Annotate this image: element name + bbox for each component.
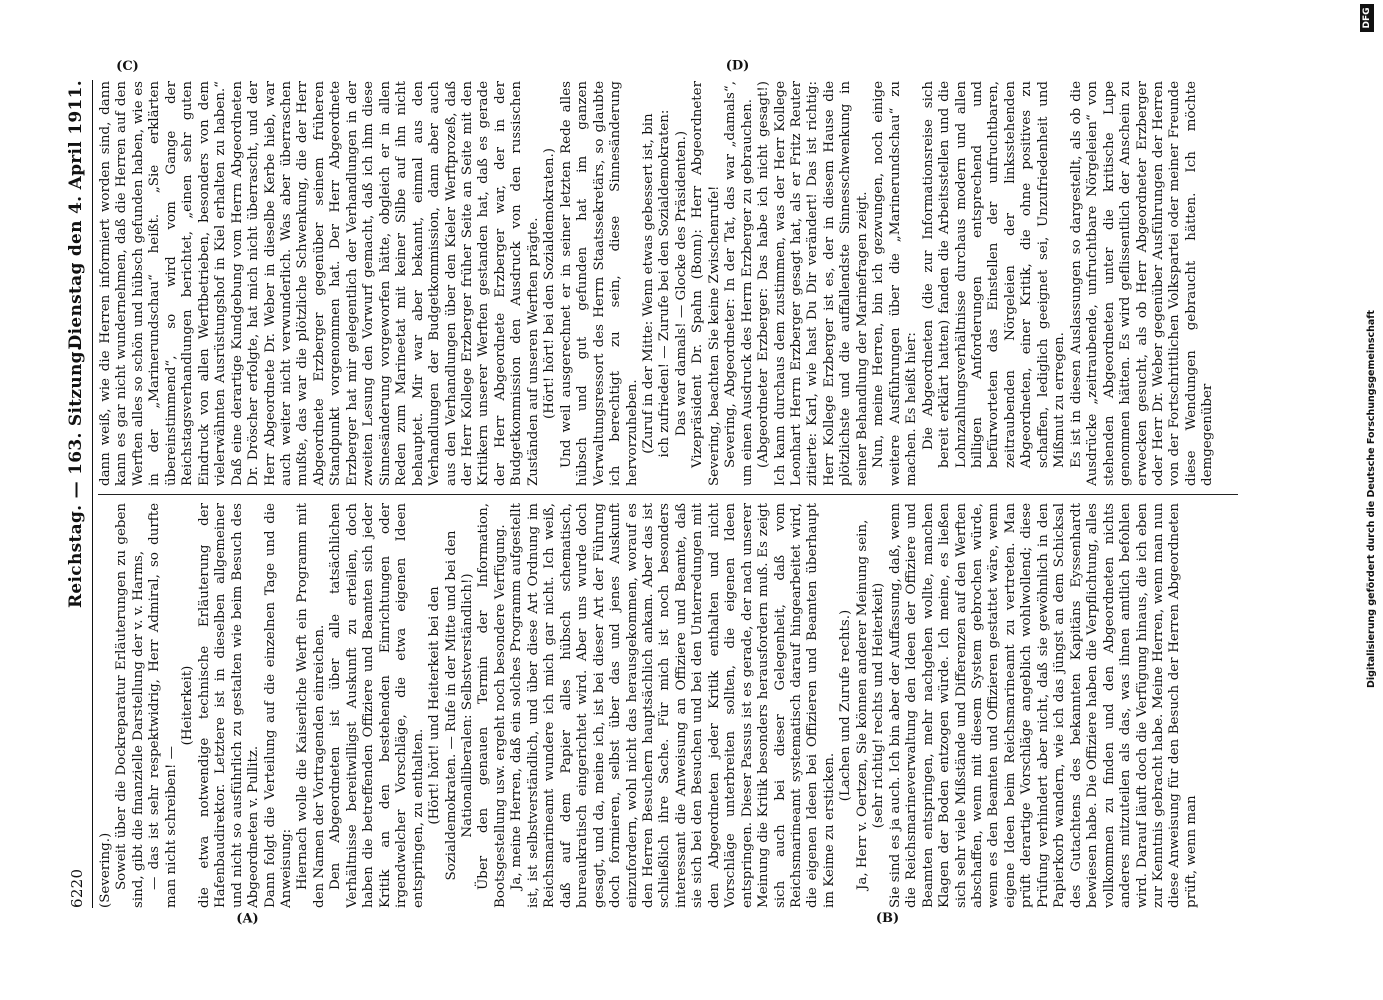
paragraph: Und weil ausgerechnet er in seiner letzten Rede alles hübsch und gut gefunden hat im ganzen Verwaltungsressort des Herrn Staatssekretärs, so glaubte ich berechtigt zu sein, diese Sinnesänderung hervorzuheben. bbox=[558, 81, 640, 486]
page-header bbox=[66, 80, 93, 908]
paragraph: Vizepräsident Dr. Spahn (Bonn): Herr Abgeordneter Severing, beachten Sie keine Zwischenrufe! bbox=[690, 81, 722, 486]
column-divider bbox=[98, 494, 1238, 495]
page-date: Dienstag den 4. April 1911. bbox=[66, 80, 86, 350]
interjection: (Heiterkeit) bbox=[180, 665, 196, 746]
digitization-credit: Digitalisierung gefördert durch die Deutsche Forschungsgemeinschaft bbox=[1366, 310, 1377, 688]
paragraph: Ja, Herr v. Oertzen, Sie können anderer Meinung sein, bbox=[854, 519, 870, 890]
paragraph: — das ist sehr respektwidrig, Herr Admiral, so durfte man nicht schreiben! — bbox=[147, 503, 179, 908]
margin-mark-a: (A) bbox=[236, 911, 259, 927]
page-title: Reichstag. — 163. Sitzung. bbox=[66, 344, 86, 608]
paragraph: (Abgeordneter Erzberger: Das habe ich nicht gesagt!) Ich kann durchaus dem zustimmen, was der Herr Kollege Leonhart Herrn Erzberger gesagt hat, als er Fritz Reuter zitierte: Karl, wie hast Du Dir verändert! Das ist richtig: Herr Kollege Erzberger ist es, der in diesem Hause die plötzlichste und die auffallendste Sinnesschwenkung in seiner Behandlung der Marinefragen zeigt. bbox=[756, 81, 870, 486]
quotation: Die Abgeordneten (die zur Informationsreise sich bereit erklärt hatten) fanden die Arbeitsstellen und die Lohnzahlungsverhältnisse durchaus modern und allen billigen Anforderungen entsprechend und befürworteten das Einstellen der unfruchtbaren, zeitraubenden Nörgeleien der linksstehenden Abgeordneten, einer Kritik, die ohne positives zu schaffen, lediglich geeignet sei, Unzufriedenheit und Mißmut zu erregen. bbox=[920, 81, 1068, 468]
left-text-column bbox=[98, 503, 1240, 908]
margin-mark-d: (D) bbox=[725, 58, 750, 74]
paragraph: dann weiß, wie die Herren informiert worden sind, dann kann es gar nicht wundernehmen, daß die Herren auf den Werften alles so schön und hübsch gefunden haben, wie es in der „Marinerundschau“ heißt. „Sie erklärten übereinstimmend“, so wird vom Gange der Reichstagsverhandlungen berichtet, „einen sehr guten Eindruck von allen Werftbetrieben, besonders von dem vielerwähnten Ausrüstungshof in Kiel erhalten zu haben.“ Daß eine derartige Kundgebung vom Herrn Abgeordneten Dr. Dröscher erfolgte, hat mich nicht überrascht, und der Herr Abgeordnete Dr. Weber in dieselbe Kerbe hieb, war auch weiter nicht verwunderlich. Was aber überraschen mußte, das war die plötzliche Schwenkung, die der Herr Abgeordnete Erzberger gegenüber seinem früheren Standpunkt vorgenommen hat. Der Herr Abgeordnete Erzberger hat mir gelegentlich der Verhandlungen in der zweiten Lesung den Vorwurf gemacht, daß ich ihm diese Sinnesänderung vorgeworfen hätte, obgleich er in allen Reden zum Marineetat mit keiner Silbe auf ihn nicht behauptet. Mir war aber bekannt, einmal aus den Verhandlungen der Budgetkommission, dann aber auch aus den Verhandlungen über den Kieler Werftprozeß, daß der Herr Kollege Erzberger früher Seite an Seite mit den Kritikern unserer Werften gestanden hat, daß es gerade der Herr Abgeordnete Erzberger war, der in der Budgetkommission den Ausdruck von den russischen Zuständen auf unseren Werften prägte. bbox=[98, 81, 541, 486]
interjection: (Hört! hört! und Heiterkeit bei den Sozialdemokraten. — Rufe in der Mitte und bei den Nationalliberalen: Selbstverständlich!) bbox=[427, 530, 475, 881]
page-number: 6220 bbox=[68, 868, 86, 908]
paragraph: Den Abgeordneten ist über alle tatsächlichen Verhältnisse bereitwilligst Auskunft zu erteilen, doch haben die betreffenden Offiziere und Beamten sich jeder Kritik an den bestehenden Einrichtungen oder irgendwelcher Vorschläge, die etwa eigenen Ideen entspringen, zu enthalten. bbox=[328, 503, 426, 908]
paragraph: (Severing.) bbox=[98, 832, 113, 908]
interjection: (Lachen und Zurufe rechts.) bbox=[838, 609, 854, 802]
interjection: (Zuruf in der Mitte: Wenn etwas gebessert ist, bin ich zufrieden! — Zurufe bei den Sozialdemokraten: Das war damals! — Glocke des Präsidenten.) bbox=[640, 109, 689, 458]
paragraph: Dann folgt die Verteilung auf die einzelnen Tage und die Anweisung: bbox=[262, 503, 294, 908]
paragraph: Soweit über die Dockreparatur Erläuterungen zu geben sind, gibt die finanzielle Darstellung der v. v. Harms, bbox=[114, 503, 146, 908]
paragraph: die etwa notwendige technische Erläuterung der Hafenbaudirektor. Letztere ist in dieselben allgemeiner und nicht so ausführlich zu gestalten wie beim Besuch des Abgeordneten v. Pullitz. bbox=[196, 503, 262, 908]
margin-mark-b: (B) bbox=[875, 910, 900, 926]
paragraph: Über den genauen Termin der Information, Bootsgestellung usw. ergeht noch besondere Verfügung. bbox=[476, 503, 508, 908]
paragraph: Sie sind es ja auch. Ich bin aber der Auffassung, daß, wenn die Reichsmarineverwaltung den Ideen der Offiziere und Beamten entspringen, mehr nachgehen wollte, manchen Klagen der Boden entzogen würde. Ich meine, es ließen sich sehr viele Mißstände und Differenzen auf den Werften abschaffen, wenn mit diesem System gebrochen würde, wenn es den Beamten und Offizieren gestattet wäre, wenn eigene Ideen beim Reichsmarineamt zu vertreten. Man prüft derartige Vorschläge angeblich wohlwollend; diese Prüfung verhindert aber nicht, daß sie gewöhnlich in den Papierkorb wandern, wie ich das jüngst an dem Schicksal des Gutachtens des bekannten Kapitäns Eyssenhardt bewiesen habe. Die Offiziere haben die Verpflichtung, alles vollkommen zu finden und den Abgeordneten nichts anderes mitzuteilen als das, was ihnen amtlich befohlen wird. Darauf läuft doch die Verfügung hinaus, die ich eben zur Kenntnis gebracht habe. Meine Herren, wenn man nun diese Anweisung für den Besuch der Herren Abgeordneten prüft, wenn man bbox=[887, 503, 1199, 908]
dfg-logo: DFG bbox=[1360, 4, 1374, 32]
interjection: (sehr richtig! rechts und Heiterkeit) bbox=[871, 582, 887, 829]
margin-mark-c: (C) bbox=[116, 59, 139, 75]
paragraph: Nun, meine Herren, bin ich gezwungen, noch einige weitere Ausführungen über die „Marinerundschau“ zu machen. Es heißt hier: bbox=[871, 81, 920, 486]
paragraph: Hiernach wolle die Kaiserliche Werft ein Programm mit den Namen der Vortragenden einreichen. bbox=[295, 503, 327, 908]
right-text-column bbox=[98, 81, 1240, 486]
paragraph: Es ist in diesen Auslassungen so dargestellt, als ob die Ausdrücke „zeitraubende, unfruchtbare Nörgeleien“ von stehenden Abgeordneten unter die kritische Lupe genommen hätten. Es wird geflissentlich der Anschein zu erwecken gesucht, als ob Herr Abgeordneter Erzberger oder Herr Dr. Weber gegenüber Ausführungen der Herren von der Fortschrittlichen Volkspartei oder meiner Freunde diese Wendungen gebraucht hätten. Ich möchte demgegenüber bbox=[1068, 81, 1216, 486]
paragraph: Ja, meine Herren, daß ein solches Programm aufgestellt ist, ist selbstverständlich, und über diese Art Ordnung im Reichsmarineamt wundere ich mich gar nicht. Ich weiß, daß auf dem Papier alles hübsch schematisch, bureaukratisch eingerichtet wird. Aber uns wurde doch gesagt, und da, meine ich, ist bei dieser Art der Führung doch formieren, selbst über das und jenes Auskunft einzufordern, wohl nicht das herausgekommen, worauf es den Herren Besuchern hauptsächlich ankam. Aber das ist schließlich ihre Sache. Für mich ist noch besonders interessant die Anweisung an Offiziere und Beamte, daß sie sich bei den Besuchen und bei den Unterredungen mit den Abgeordneten jeder Kritik enthalten und nicht Vorschläge unterbreiten sollten, die eigenen Ideen entspringen. Dieser Passus ist es gerade, der nach unserer Meinung die Kritik besonders herausfordern muß. Es zeigt sich auch bei dieser Gelegenheit, daß vom Reichsmarineamt systematisch darauf hingearbeitet wird, die eigenen Ideen bei Offizieren und Beamten überhaupt im Keime zu ersticken. bbox=[509, 503, 837, 908]
paragraph: Severing, Abgeordneter: In der Tat, das war „damals“, um einen Ausdruck des Herrn Erzberger zu gebrauchen. bbox=[723, 81, 755, 486]
interjection: (Hört! hört! bei den Sozialdemokraten.) bbox=[542, 148, 558, 419]
